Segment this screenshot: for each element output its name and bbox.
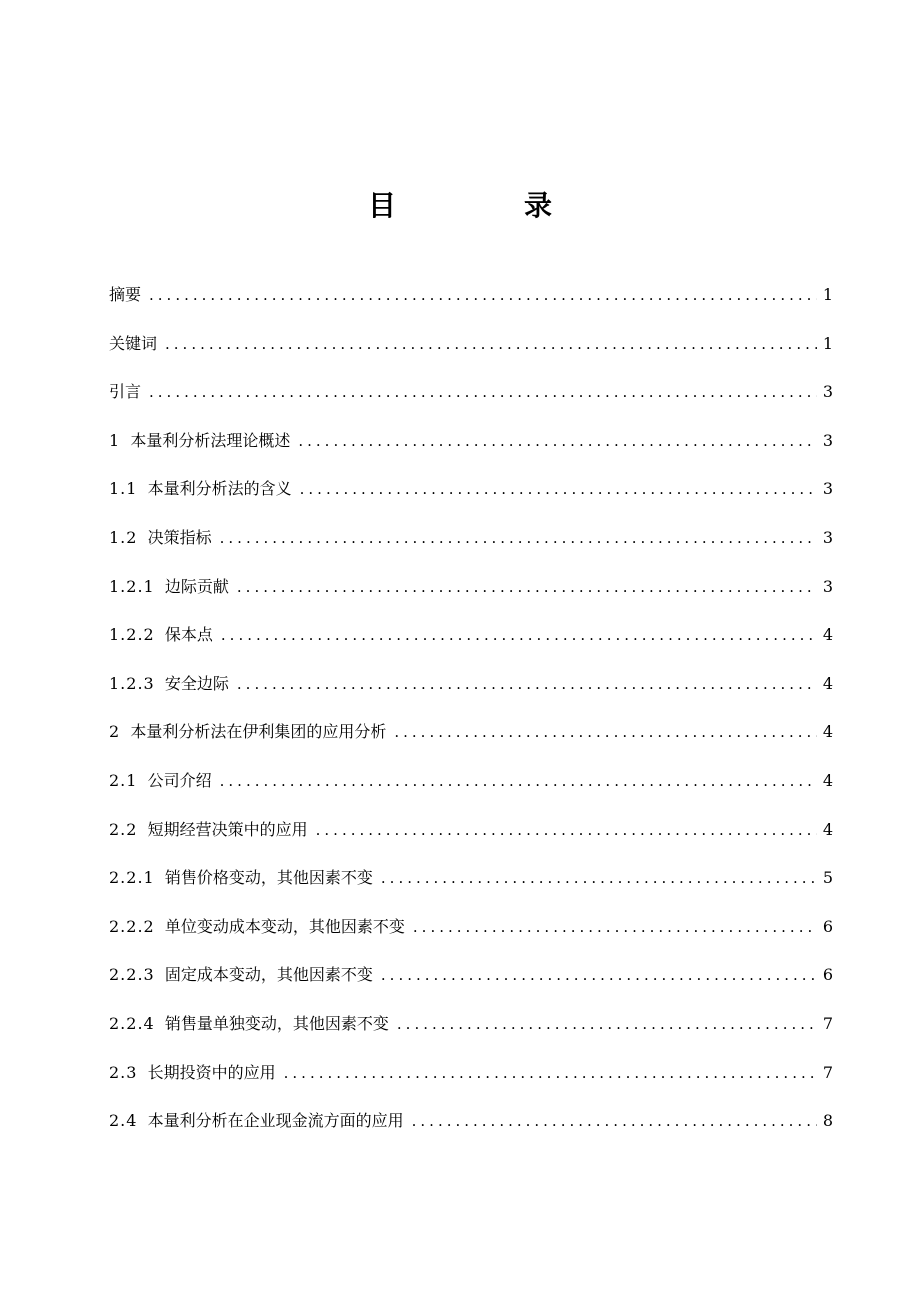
toc-entry-page: 6	[822, 916, 833, 936]
toc-entry-number: 1.2.2	[109, 625, 155, 645]
toc-entry-page: 4	[822, 770, 833, 790]
toc-entry-label: 固定成本变动，其他因素不变	[164, 965, 373, 985]
toc-entry[interactable]	[109, 280, 833, 329]
toc-entry-label: 单位变动成本变动，其他因素不变	[164, 916, 405, 936]
toc-entry[interactable]	[109, 863, 833, 912]
toc-entry-page: 3	[822, 527, 833, 547]
toc-dot-leader	[149, 377, 817, 407]
toc-entry-number: 1	[109, 430, 121, 450]
toc-dot-leader	[298, 426, 816, 456]
toc-entry[interactable]	[109, 426, 833, 475]
toc-entry-number: 2.4	[109, 1111, 138, 1131]
toc-entry-label: 本量利分析法的含义	[147, 479, 292, 499]
toc-entry-label: 长期投资中的应用	[147, 1062, 276, 1082]
toc-dot-leader	[300, 474, 817, 504]
toc-entry-page: 8	[822, 1111, 833, 1131]
toc-dot-leader	[397, 1009, 817, 1039]
toc-dot-leader	[220, 766, 817, 796]
toc-entry-number: 2.3	[109, 1062, 138, 1082]
toc-entry-number: 1.2	[109, 527, 138, 547]
toc-dot-leader	[284, 1058, 817, 1088]
toc-entry-label: 关键词	[109, 333, 158, 353]
toc-dot-leader	[381, 960, 817, 990]
toc-entry-page: 4	[822, 673, 833, 693]
toc-entry[interactable]	[109, 572, 833, 621]
toc-dot-leader	[165, 329, 817, 359]
toc-entry[interactable]	[109, 1106, 833, 1155]
toc-dot-leader	[394, 717, 816, 747]
toc-entry-label: 公司介绍	[147, 770, 212, 790]
toc-entry-number: 2.1	[109, 770, 138, 790]
toc-dot-leader	[316, 815, 817, 845]
toc-entry-page: 4	[822, 625, 833, 645]
toc-dot-leader	[149, 280, 817, 310]
toc-entry-label: 本量利分析在企业现金流方面的应用	[147, 1111, 404, 1131]
toc-entry-page: 4	[822, 722, 833, 742]
toc-entry-label: 引言	[109, 382, 142, 402]
toc-entry-number: 2.2	[109, 819, 138, 839]
toc-dot-leader	[221, 620, 817, 650]
toc-entry-label: 短期经营决策中的应用	[147, 819, 308, 839]
toc-entry[interactable]	[109, 1058, 833, 1107]
table-of-contents	[109, 280, 833, 1155]
toc-entry-page: 5	[822, 868, 833, 888]
toc-entry-label: 安全边际	[164, 673, 229, 693]
toc-entry-label: 决策指标	[147, 527, 212, 547]
toc-entry-page: 6	[822, 965, 833, 985]
toc-entry-number: 1.1	[109, 479, 138, 499]
toc-entry[interactable]	[109, 329, 833, 378]
toc-entry[interactable]	[109, 669, 833, 718]
toc-entry-label: 销售价格变动，其他因素不变	[164, 868, 373, 888]
toc-dot-leader	[237, 572, 817, 602]
toc-entry-label: 销售量单独变动，其他因素不变	[164, 1013, 389, 1033]
toc-entry-page: 3	[822, 382, 833, 402]
toc-entry-number: 1.2.1	[109, 576, 155, 596]
toc-entry-page: 3	[822, 479, 833, 499]
toc-entry-number: 2.2.3	[109, 965, 155, 985]
toc-entry-number: 2.2.1	[109, 868, 155, 888]
toc-entry-number: 1.2.3	[109, 673, 155, 693]
toc-entry-number: 2.2.2	[109, 916, 155, 936]
toc-entry[interactable]	[109, 815, 833, 864]
toc-entry[interactable]	[109, 377, 833, 426]
toc-dot-leader	[237, 669, 817, 699]
toc-entry-number: 2	[109, 722, 121, 742]
toc-entry[interactable]	[109, 620, 833, 669]
toc-entry-label: 本量利分析法理论概述	[130, 430, 291, 450]
toc-entry-page: 3	[822, 430, 833, 450]
toc-entry-page: 3	[822, 576, 833, 596]
page-title: 目 录	[367, 189, 602, 222]
toc-dot-leader	[220, 523, 817, 553]
toc-entry-label: 本量利分析法在伊利集团的应用分析	[130, 722, 387, 742]
toc-entry[interactable]	[109, 717, 833, 766]
toc-entry[interactable]	[109, 960, 833, 1009]
toc-entry-page: 1	[822, 333, 833, 353]
toc-entry-page: 4	[822, 819, 833, 839]
toc-entry[interactable]	[109, 766, 833, 815]
toc-entry-label: 边际贡献	[164, 576, 229, 596]
toc-entry[interactable]	[109, 912, 833, 961]
toc-entry[interactable]	[109, 523, 833, 572]
toc-entry[interactable]	[109, 1009, 833, 1058]
toc-entry-number: 2.2.4	[109, 1013, 155, 1033]
toc-entry[interactable]	[109, 474, 833, 523]
toc-entry-label: 保本点	[164, 625, 213, 645]
toc-entry-page: 1	[822, 285, 833, 304]
toc-entry-page: 7	[822, 1062, 833, 1082]
toc-dot-leader	[412, 1106, 817, 1136]
toc-dot-leader	[381, 863, 817, 893]
toc-entry-label: 摘要	[109, 285, 142, 304]
toc-entry-page: 7	[822, 1013, 833, 1033]
toc-dot-leader	[413, 912, 817, 942]
